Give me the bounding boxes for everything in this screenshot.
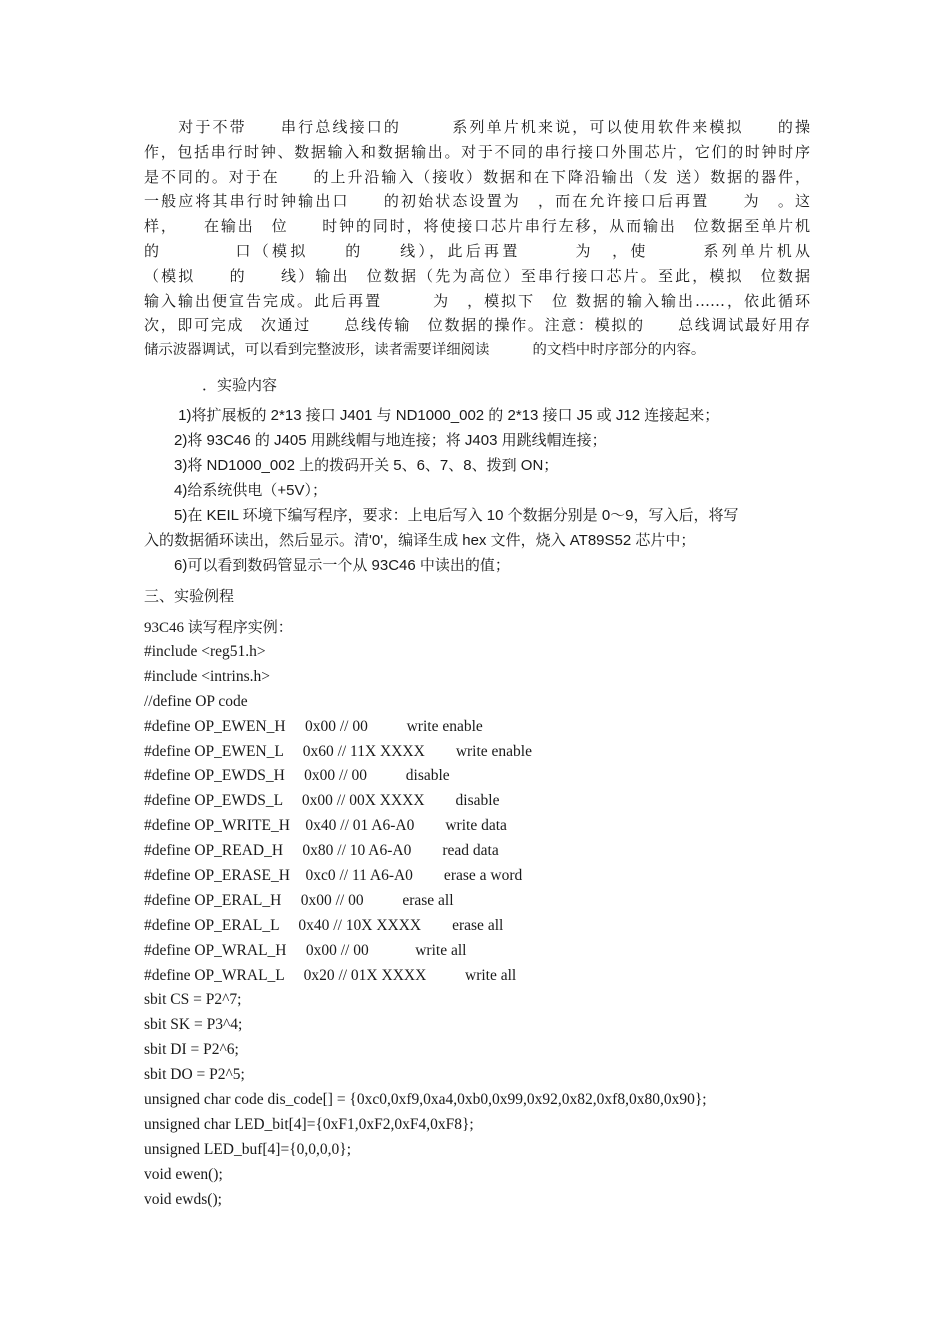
code-line: #define OP_WRAL_L 0x20 // 01X XXXX write all: [144, 966, 517, 984]
step-item: 1)将扩展板的 2*13 接口 J401 与 ND1000_002 的 2*13 接口 J5 或 J12 连接起来；: [174, 407, 720, 424]
code-line: unsigned LED_buf[4]={0,0,0,0};: [144, 1140, 352, 1158]
code-listing: [144, 640, 844, 1212]
code-line: #define OP_EWEN_L 0x60 // 11X XXXX write enable: [144, 742, 532, 760]
paragraph-line: 一般应将其串行时钟输出口 的初始状态设置为 ，而在允许接口后再置 为 。这: [144, 192, 810, 211]
section-2-heading: ．实验内容: [202, 376, 278, 394]
code-line: #include <reg51.h>: [144, 643, 266, 660]
code-line: #define OP_EWDS_L 0x00 // 00X XXXX disable: [144, 792, 500, 810]
step-item: 5)在 KEIL 环境下编写程序，要求：上电后写入 10 个数据分别是 0～9，写入后，将写: [174, 507, 739, 524]
code-line: #define OP_EWEN_H 0x00 // 00 write enable: [144, 717, 483, 735]
paragraph-line: 样， 在输出 位 时钟的同时，将使接口芯片串行左移，从而输出 位数据至单片机: [144, 217, 810, 236]
code-line: sbit DI = P2^6;: [144, 1041, 239, 1059]
step-item: 2)将 93C46 的 J405 用跳线帽与地连接；将 J403 用跳线帽连接；: [174, 432, 607, 449]
experiment-steps: [144, 404, 810, 579]
step-item: 入的数据循环读出，然后显示。清'0'，编译生成 hex 文件，烧入 AT89S52 芯片中；: [144, 532, 696, 549]
code-line: unsigned char LED_bit[4]={0xF1,0xF2,0xF4,0xF8};: [144, 1115, 474, 1133]
paragraph-line: （模拟 的 线）输出 位数据（先为高位）至串行接口芯片。至此，模拟 位数据: [144, 266, 810, 285]
intro-paragraph: [144, 115, 810, 363]
code-line: #define OP_READ_H 0x80 // 10 A6-A0 read data: [144, 842, 499, 860]
code-line: sbit SK = P3^4;: [144, 1016, 243, 1034]
code-line: #define OP_WRAL_H 0x00 // 00 write all: [144, 941, 467, 959]
code-line: //define OP code: [144, 692, 248, 710]
step-item: 6)可以看到数码管显示一个从 93C46 中读出的值；: [174, 557, 510, 574]
step-item: 4)给系统供电（+5V）；: [174, 482, 327, 499]
paragraph-line: 次，即可完成 次通过 总线传输 位数据的操作。注意：模拟的 总线调试最好用存: [144, 316, 810, 335]
step-item: 3)将 ND1000_002 上的拨码开关 5、6、7、8、拨到 ON；: [174, 457, 559, 474]
code-line: void ewds();: [144, 1190, 222, 1208]
code-line: #define OP_ERASE_H 0xc0 // 11 A6-A0 erase a word: [144, 867, 523, 885]
code-line: #define OP_ERAL_L 0x40 // 10X XXXX erase all: [144, 916, 504, 934]
paragraph-line: 是不同的。对于在 的上升沿输入（接收）数据和在下降沿输出（发 送）数据的器件，: [144, 167, 810, 186]
paragraph-line: 对于不带 串行总线接口的 系列单片机来说，可以使用软件来模拟 的操: [144, 118, 810, 136]
paragraph-line: 的 口（模拟 的 线），此后再置 为 ，使 系列单片机从: [144, 241, 810, 260]
code-line: #define OP_WRITE_H 0x40 // 01 A6-A0 write data: [144, 817, 507, 835]
code-line: #define OP_EWDS_H 0x00 // 00 disable: [144, 767, 450, 785]
code-line: sbit CS = P2^7;: [144, 991, 242, 1009]
code-title: 93C46 读写程序实例：: [144, 620, 293, 636]
paragraph-line: 输入输出便宣告完成。此后再置 为 ，模拟下 位 数据的输入输出……，依此循环: [144, 291, 810, 310]
code-line: sbit DO = P2^5;: [144, 1066, 245, 1084]
code-line: #include <intrins.h>: [144, 667, 270, 685]
paragraph-line: 储示波器调试，可以看到完整波形，读者需要详细阅读 的文档中时序部分的内容。: [144, 342, 706, 359]
code-line: void ewen();: [144, 1165, 223, 1183]
code-line: unsigned char code dis_code[] = {0xc0,0xf9,0xa4,0xb0,0x99,0x92,0x82,0xf8,0x80,0x90};: [144, 1091, 707, 1109]
code-line: #define OP_ERAL_H 0x00 // 00 erase all: [144, 891, 454, 909]
paragraph-line: 作，包括串行时钟、数据输入和数据输出。对于不同的串行接口外围芯片，它们的时钟时序: [144, 142, 810, 161]
section-3-heading: 三、实验例程: [144, 587, 235, 605]
